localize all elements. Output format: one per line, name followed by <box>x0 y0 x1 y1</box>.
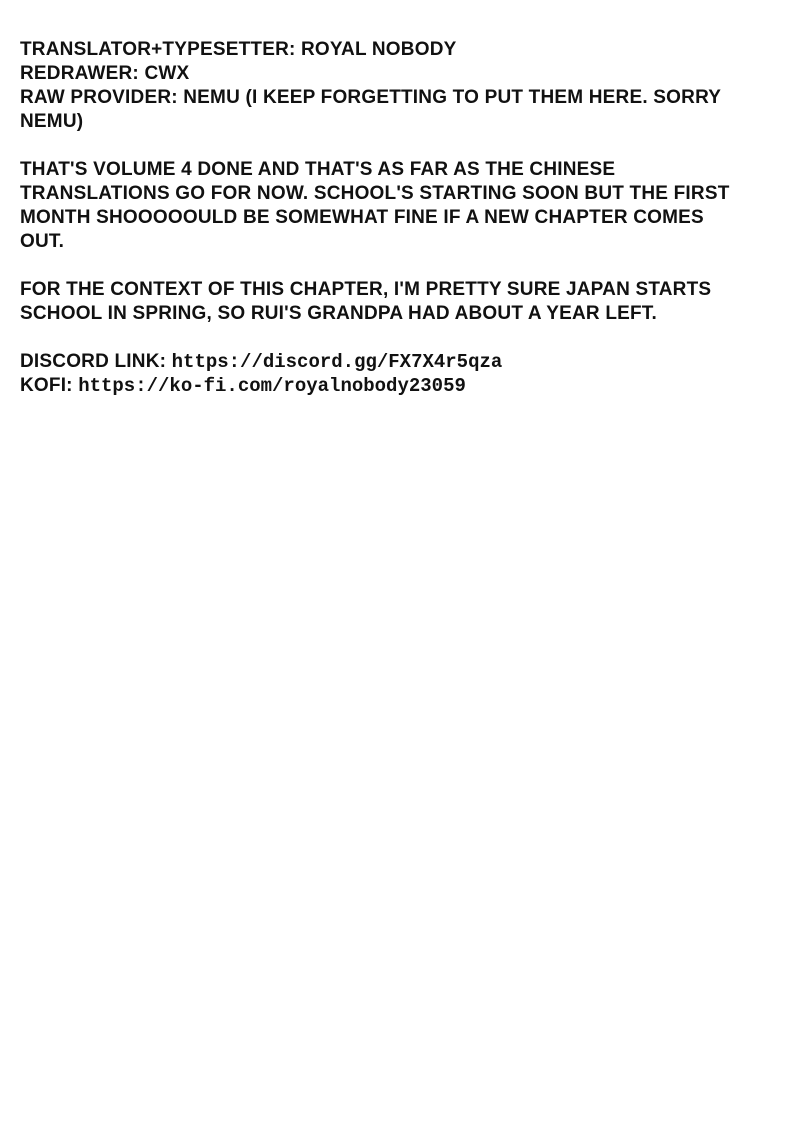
redrawer-credit: REDRAWER: CWX <box>20 63 190 84</box>
paragraph-spacer <box>20 134 760 158</box>
raw-provider-credit-line-2: NEMU) <box>20 111 84 132</box>
discord-link-url: https://discord.gg/FX7X4r5qza <box>171 351 503 373</box>
discord-link-label: DISCORD LINK: <box>20 351 172 372</box>
kofi-link-row <box>20 374 760 398</box>
paragraph-spacer <box>20 326 760 350</box>
volume-note-line-4: OUT. <box>20 231 65 252</box>
raw-provider-credit-line-1: RAW PROVIDER: NEMU (I KEEP FORGETTING TO PUT THEM HERE. SORRY <box>20 87 722 108</box>
volume-note-line-2: TRANSLATIONS GO FOR NOW. SCHOOL'S STARTING SOON BUT THE FIRST <box>20 183 730 204</box>
credits-text-block <box>20 38 760 398</box>
volume-note-line-3: MONTH SHOOOOOULD BE SOMEWHAT FINE IF A NEW CHAPTER COMES <box>20 207 704 228</box>
paragraph-spacer <box>20 254 760 278</box>
discord-link-row <box>20 350 760 374</box>
context-note-line-2: SCHOOL IN SPRING, SO RUI'S GRANDPA HAD ABOUT A YEAR LEFT. <box>20 303 657 324</box>
volume-note-line-1: THAT'S VOLUME 4 DONE AND THAT'S AS FAR AS THE CHINESE <box>20 159 616 180</box>
translator-credit: TRANSLATOR+TYPESETTER: ROYAL NOBODY <box>20 39 457 60</box>
context-note-line-1: FOR THE CONTEXT OF THIS CHAPTER, I'M PRETTY SURE JAPAN STARTS <box>20 279 712 300</box>
kofi-link-label: KOFI: <box>20 375 79 396</box>
kofi-link-url: https://ko-fi.com/royalnobody23059 <box>78 375 466 397</box>
